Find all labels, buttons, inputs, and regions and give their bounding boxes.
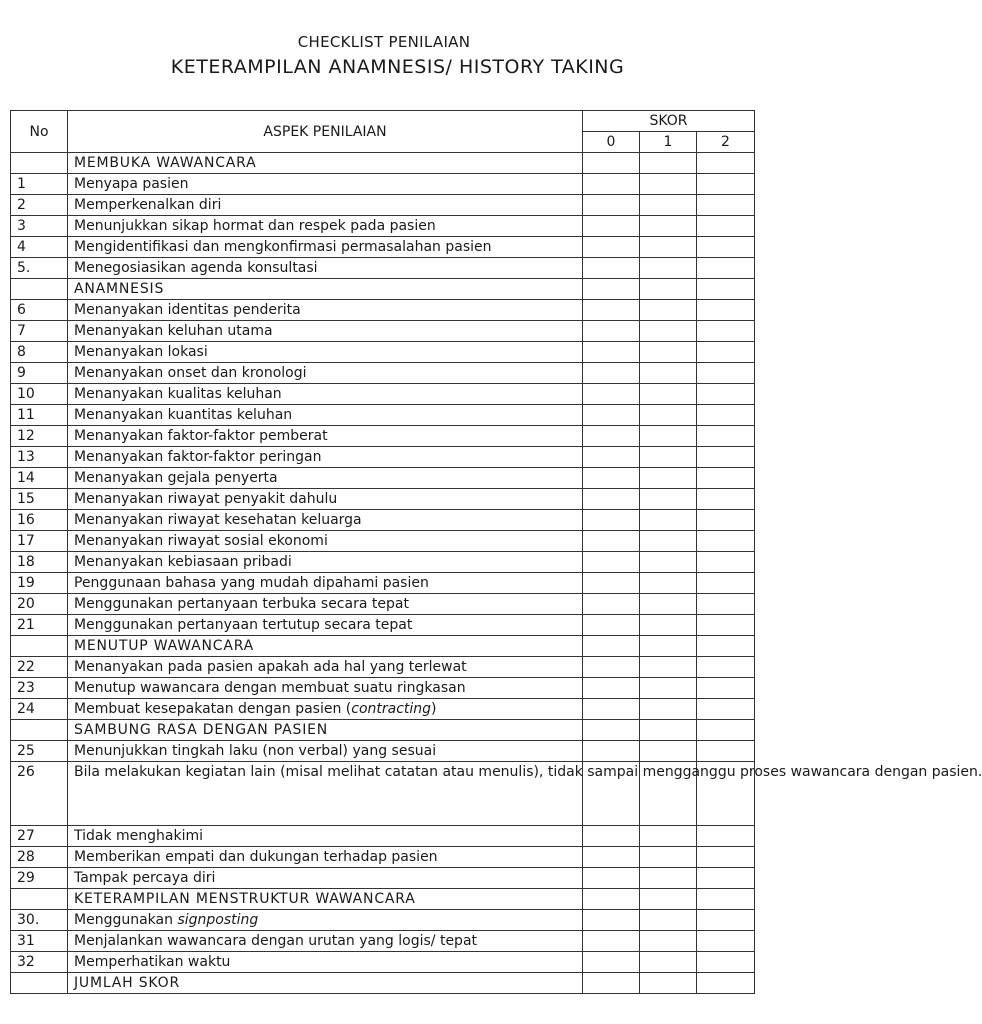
score-cell-1[interactable] xyxy=(640,195,697,216)
row-number: 16 xyxy=(11,510,68,531)
table-row xyxy=(11,952,755,973)
score-cell-1[interactable] xyxy=(640,910,697,931)
table-row xyxy=(11,363,755,384)
score-cell-0[interactable] xyxy=(583,594,640,615)
aspect-text: Menunjukkan sikap hormat dan respek pada pasien xyxy=(68,216,583,237)
score-cell-1[interactable] xyxy=(640,300,697,321)
table-row xyxy=(11,216,755,237)
score-cell-0[interactable] xyxy=(583,531,640,552)
score-cell-0[interactable] xyxy=(583,678,640,699)
score-cell-2[interactable] xyxy=(697,300,755,321)
aspect-text: Memberikan empati dan dukungan terhadap pasien xyxy=(68,847,583,868)
score-cell-1 xyxy=(640,720,697,741)
table-row xyxy=(11,321,755,342)
aspect-text: Tidak menghakimi xyxy=(68,826,583,847)
score-cell-0[interactable] xyxy=(583,405,640,426)
score-cell-2[interactable] xyxy=(697,826,755,847)
score-cell-1[interactable] xyxy=(640,342,697,363)
score-cell-2[interactable] xyxy=(697,552,755,573)
aspect-text-part: Menggunakan xyxy=(74,912,178,928)
row-number: 32 xyxy=(11,952,68,973)
checklist-title: CHECKLIST PENILAIAN xyxy=(297,33,471,51)
score-cell-0[interactable] xyxy=(583,489,640,510)
table-row xyxy=(11,657,755,678)
aspect-text xyxy=(68,699,583,720)
table-row xyxy=(11,531,755,552)
header-aspect: ASPEK PENILAIAN xyxy=(68,111,583,153)
score-cell-0[interactable] xyxy=(583,510,640,531)
section-row xyxy=(11,279,755,300)
row-number: 24 xyxy=(11,699,68,720)
table-row xyxy=(11,910,755,931)
table-row xyxy=(11,468,755,489)
aspect-italic-term: signposting xyxy=(177,912,259,928)
score-cell-0[interactable] xyxy=(583,952,640,973)
score-cell-0[interactable] xyxy=(583,321,640,342)
row-number: 13 xyxy=(11,447,68,468)
row-number xyxy=(11,720,68,741)
row-number: 21 xyxy=(11,615,68,636)
score-cell-1[interactable] xyxy=(640,931,697,952)
row-number: 9 xyxy=(11,363,68,384)
aspect-text: Menyapa pasien xyxy=(68,174,583,195)
row-number: 2 xyxy=(11,195,68,216)
aspect-text: Menanyakan kuantitas keluhan xyxy=(68,405,583,426)
section-heading: ANAMNESIS xyxy=(68,279,583,300)
section-heading: KETERAMPILAN MENSTRUKTUR WAWANCARA xyxy=(68,889,583,910)
aspect-text: Menanyakan riwayat sosial ekonomi xyxy=(68,531,583,552)
score-cell-2[interactable] xyxy=(697,510,755,531)
table-row xyxy=(11,868,755,889)
section-row xyxy=(11,720,755,741)
aspect-text: Menggunakan pertanyaan tertutup secara tepat xyxy=(68,615,583,636)
table-row xyxy=(11,510,755,531)
score-cell-0[interactable] xyxy=(583,868,640,889)
score-cell-1[interactable] xyxy=(640,826,697,847)
score-cell-0 xyxy=(583,636,640,657)
score-cell-2 xyxy=(697,889,755,910)
score-cell-0[interactable] xyxy=(583,468,640,489)
aspect-text: Menanyakan identitas penderita xyxy=(68,300,583,321)
table-row xyxy=(11,426,755,447)
aspect-text: Tampak percaya diri xyxy=(68,868,583,889)
aspect-text: Menanyakan kebiasaan pribadi xyxy=(68,552,583,573)
score-cell-2[interactable] xyxy=(697,237,755,258)
score-cell-1[interactable] xyxy=(640,447,697,468)
score-cell-1[interactable] xyxy=(640,237,697,258)
score-cell-0[interactable] xyxy=(583,931,640,952)
score-cell-1[interactable] xyxy=(640,657,697,678)
aspect-text: Menanyakan onset dan kronologi xyxy=(68,363,583,384)
score-cell-0 xyxy=(583,889,640,910)
table-row xyxy=(11,615,755,636)
aspect-text-part: Membuat kesepakatan dengan pasien ( xyxy=(74,701,352,717)
score-cell-1[interactable] xyxy=(640,258,697,279)
aspect-text: Menanyakan faktor-faktor pemberat xyxy=(68,426,583,447)
section-row xyxy=(11,153,755,174)
row-number: 29 xyxy=(11,868,68,889)
header-score-1: 1 xyxy=(640,132,697,153)
score-cell-1 xyxy=(640,153,697,174)
score-cell-2[interactable] xyxy=(697,195,755,216)
score-cell-2[interactable] xyxy=(697,973,755,994)
aspect-text: Menanyakan keluhan utama xyxy=(68,321,583,342)
row-number: 6 xyxy=(11,300,68,321)
score-cell-0[interactable] xyxy=(583,741,640,762)
score-cell-1[interactable] xyxy=(640,363,697,384)
score-cell-0[interactable] xyxy=(583,174,640,195)
aspect-text: Menanyakan riwayat kesehatan keluarga xyxy=(68,510,583,531)
table-body xyxy=(11,153,982,994)
table-row xyxy=(11,741,755,762)
row-number xyxy=(11,279,68,300)
table-row xyxy=(11,826,755,847)
score-cell-2[interactable] xyxy=(697,594,755,615)
table-row xyxy=(11,931,755,952)
row-number: 15 xyxy=(11,489,68,510)
table-row xyxy=(11,384,755,405)
row-number: 17 xyxy=(11,531,68,552)
score-cell-1[interactable] xyxy=(640,405,697,426)
table-row xyxy=(11,678,755,699)
table-row xyxy=(11,762,755,826)
score-cell-1 xyxy=(640,636,697,657)
row-number: 25 xyxy=(11,741,68,762)
score-cell-2[interactable] xyxy=(697,615,755,636)
score-cell-0 xyxy=(583,153,640,174)
score-cell-0[interactable] xyxy=(583,699,640,720)
score-cell-1[interactable] xyxy=(640,594,697,615)
table-row xyxy=(11,552,755,573)
row-number: 14 xyxy=(11,468,68,489)
score-cell-1[interactable] xyxy=(640,699,697,720)
score-cell-0[interactable] xyxy=(583,973,640,994)
table-row xyxy=(11,405,755,426)
row-number: 22 xyxy=(11,657,68,678)
aspect-italic-term: contracting xyxy=(351,701,432,717)
section-heading: MEMBUKA WAWANCARA xyxy=(68,153,583,174)
aspect-text: Menanyakan riwayat penyakit dahulu xyxy=(68,489,583,510)
row-number xyxy=(11,973,68,994)
row-number: 5. xyxy=(11,258,68,279)
score-cell-2[interactable] xyxy=(697,741,755,762)
score-cell-1[interactable] xyxy=(640,847,697,868)
aspect-text: Menggunakan pertanyaan terbuka secara tepat xyxy=(68,594,583,615)
aspect-text: Menanyakan gejala penyerta xyxy=(68,468,583,489)
score-cell-1[interactable] xyxy=(640,973,697,994)
score-cell-1[interactable] xyxy=(640,741,697,762)
row-number: 7 xyxy=(11,321,68,342)
score-cell-2[interactable] xyxy=(697,468,755,489)
section-row xyxy=(11,636,755,657)
score-cell-2 xyxy=(697,636,755,657)
table-row xyxy=(11,237,755,258)
row-number: 1 xyxy=(11,174,68,195)
score-cell-0[interactable] xyxy=(583,552,640,573)
section-row xyxy=(11,889,755,910)
aspect-text: Mengidentifikasi dan mengkonfirmasi permasalahan pasien xyxy=(68,237,583,258)
score-cell-1 xyxy=(640,279,697,300)
score-cell-0[interactable] xyxy=(583,237,640,258)
table-row xyxy=(11,174,755,195)
aspect-text: Bila melakukan kegiatan lain (misal melihat catatan atau menulis), tidak sampai mengganggu proses wawancara dengan pasien. xyxy=(68,762,583,826)
score-cell-1[interactable] xyxy=(640,552,697,573)
score-cell-0[interactable] xyxy=(583,847,640,868)
score-cell-0[interactable] xyxy=(583,826,640,847)
score-cell-0[interactable] xyxy=(583,910,640,931)
section-row xyxy=(11,973,755,994)
score-cell-1[interactable] xyxy=(640,174,697,195)
aspect-text: Menjalankan wawancara dengan urutan yang logis/ tepat xyxy=(68,931,583,952)
score-cell-2[interactable] xyxy=(697,447,755,468)
table-row xyxy=(11,342,755,363)
table-row xyxy=(11,594,755,615)
score-cell-2[interactable] xyxy=(697,531,755,552)
row-number: 3 xyxy=(11,216,68,237)
score-cell-1[interactable] xyxy=(640,615,697,636)
row-number: 26 xyxy=(11,762,68,826)
aspect-text: Menanyakan pada pasien apakah ada hal yang terlewat xyxy=(68,657,583,678)
aspect-text: Menanyakan faktor-faktor peringan xyxy=(68,447,583,468)
header-score-2: 2 xyxy=(697,132,755,153)
score-cell-1[interactable] xyxy=(640,510,697,531)
aspect-text: Penggunaan bahasa yang mudah dipahami pasien xyxy=(68,573,583,594)
row-number: 12 xyxy=(11,426,68,447)
row-number: 27 xyxy=(11,826,68,847)
aspect-text: Menunjukkan tingkah laku (non verbal) yang sesuai xyxy=(68,741,583,762)
row-number: 4 xyxy=(11,237,68,258)
score-cell-2[interactable] xyxy=(697,216,755,237)
row-number: 11 xyxy=(11,405,68,426)
aspect-text-suffix: ) xyxy=(431,701,437,717)
score-cell-1[interactable] xyxy=(640,321,697,342)
table-row xyxy=(11,258,755,279)
score-cell-2[interactable] xyxy=(697,363,755,384)
score-cell-2 xyxy=(697,153,755,174)
score-cell-2[interactable] xyxy=(697,489,755,510)
assessment-table xyxy=(10,110,982,994)
table-row xyxy=(11,447,755,468)
score-cell-2[interactable] xyxy=(697,952,755,973)
score-cell-1[interactable] xyxy=(640,426,697,447)
score-cell-2[interactable] xyxy=(697,342,755,363)
score-cell-0[interactable] xyxy=(583,384,640,405)
score-cell-0[interactable] xyxy=(583,615,640,636)
score-cell-1[interactable] xyxy=(640,573,697,594)
row-number: 8 xyxy=(11,342,68,363)
header-score-0: 0 xyxy=(583,132,640,153)
aspect-text: Menanyakan kualitas keluhan xyxy=(68,384,583,405)
score-cell-0 xyxy=(583,720,640,741)
score-cell-0[interactable] xyxy=(583,657,640,678)
row-number: 19 xyxy=(11,573,68,594)
section-heading: SAMBUNG RASA DENGAN PASIEN xyxy=(68,720,583,741)
aspect-text xyxy=(68,910,583,931)
score-cell-0[interactable] xyxy=(583,258,640,279)
score-cell-2[interactable] xyxy=(697,258,755,279)
row-number: 20 xyxy=(11,594,68,615)
score-cell-1[interactable] xyxy=(640,531,697,552)
aspect-text: Memperhatikan waktu xyxy=(68,952,583,973)
score-cell-2[interactable] xyxy=(697,321,755,342)
score-cell-2[interactable] xyxy=(697,384,755,405)
score-cell-1[interactable] xyxy=(640,384,697,405)
score-cell-2[interactable] xyxy=(697,910,755,931)
score-cell-2 xyxy=(697,279,755,300)
table-row xyxy=(11,699,755,720)
table-row xyxy=(11,195,755,216)
row-number xyxy=(11,153,68,174)
table-row xyxy=(11,489,755,510)
score-cell-1[interactable] xyxy=(640,489,697,510)
score-cell-2[interactable] xyxy=(697,426,755,447)
table-row xyxy=(11,573,755,594)
table-row xyxy=(11,847,755,868)
score-cell-0 xyxy=(583,279,640,300)
score-cell-0[interactable] xyxy=(583,426,640,447)
score-cell-2[interactable] xyxy=(697,573,755,594)
row-number xyxy=(11,889,68,910)
score-cell-1[interactable] xyxy=(640,868,697,889)
score-cell-0[interactable] xyxy=(583,216,640,237)
aspect-text: Menutup wawancara dengan membuat suatu ringkasan xyxy=(68,678,583,699)
aspect-text: Menanyakan lokasi xyxy=(68,342,583,363)
row-number: 28 xyxy=(11,847,68,868)
score-cell-0[interactable] xyxy=(583,342,640,363)
score-cell-2[interactable] xyxy=(697,405,755,426)
section-heading: MENUTUP WAWANCARA xyxy=(68,636,583,657)
score-cell-1[interactable] xyxy=(640,468,697,489)
score-cell-1[interactable] xyxy=(640,216,697,237)
row-number: 23 xyxy=(11,678,68,699)
score-cell-0[interactable] xyxy=(583,363,640,384)
section-heading: JUMLAH SKOR xyxy=(68,973,583,994)
row-number: 31 xyxy=(11,931,68,952)
score-cell-2[interactable] xyxy=(697,699,755,720)
score-cell-2[interactable] xyxy=(697,931,755,952)
aspect-text: Memperkenalkan diri xyxy=(68,195,583,216)
score-cell-0[interactable] xyxy=(583,573,640,594)
score-cell-1[interactable] xyxy=(640,678,697,699)
score-cell-2[interactable] xyxy=(697,174,755,195)
score-cell-2[interactable] xyxy=(697,678,755,699)
score-cell-0[interactable] xyxy=(583,447,640,468)
score-cell-1[interactable] xyxy=(640,952,697,973)
score-cell-0[interactable] xyxy=(583,195,640,216)
header-no: No xyxy=(11,111,68,153)
score-cell-2[interactable] xyxy=(697,847,755,868)
row-number: 30. xyxy=(11,910,68,931)
score-cell-2[interactable] xyxy=(697,657,755,678)
score-cell-0[interactable] xyxy=(583,300,640,321)
header-score: SKOR xyxy=(583,111,755,132)
row-number: 18 xyxy=(11,552,68,573)
score-cell-2[interactable] xyxy=(697,868,755,889)
checklist-subtitle: KETERAMPILAN ANAMNESIS/ HISTORY TAKING xyxy=(170,56,625,78)
aspect-text: Menegosiasikan agenda konsultasi xyxy=(68,258,583,279)
row-number xyxy=(11,636,68,657)
score-cell-2 xyxy=(697,720,755,741)
table-row xyxy=(11,300,755,321)
row-number: 10 xyxy=(11,384,68,405)
score-cell-1 xyxy=(640,889,697,910)
